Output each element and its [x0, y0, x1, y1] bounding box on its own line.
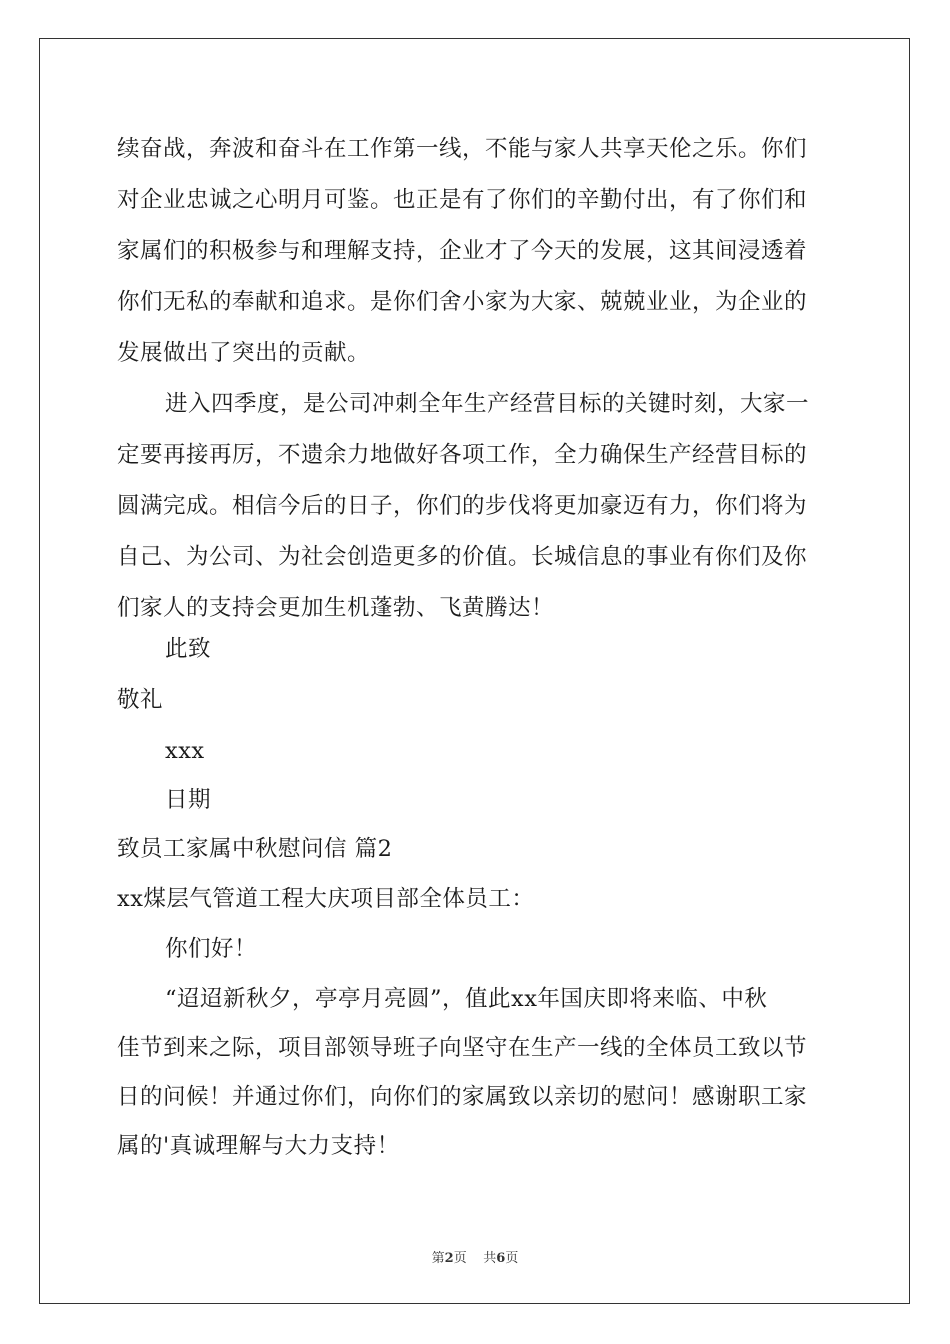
closing-respect: 敬礼 [117, 687, 164, 713]
letter-2-body-line-1: “迢迢新秋夕，亭亭月亮圆”，值此xx年国庆即将来临、中秋 [165, 986, 768, 1012]
paragraph-2-line-5: 们家人的支持会更加生机蓬勃、飞黄腾达！ [117, 595, 555, 621]
letter-2-title: 致员工家属中秋慰问信 篇2 [117, 836, 393, 862]
paragraph-1-line-2: 对企业忠诚之心明月可鉴。也正是有了你们的辛勤付出，有了你们和 [117, 187, 808, 213]
paragraph-2-line-2: 定要再接再厉，不遗余力地做好各项工作，全力确保生产经营目标的 [117, 442, 808, 468]
total-page-count: 6 [496, 1251, 506, 1266]
letter-2-recipient: xx煤层气管道工程大庆项目部全体员工： [117, 886, 535, 912]
paragraph-2-line-4: 自己、为公司、为社会创造更多的价值。长城信息的事业有你们及你 [117, 544, 808, 570]
paragraph-2-line-3: 圆满完成。相信今后的日子，你们的步伐将更加豪迈有力，你们将为 [117, 493, 808, 519]
letter-2-body-line-3: 日的问候！并通过你们，向你们的家属致以亲切的慰问！感谢职工家 [117, 1084, 808, 1110]
paragraph-1-line-3: 家属们的积极参与和理解支持，企业才了今天的发展，这其间浸透着 [117, 238, 808, 264]
page-footer [0, 1247, 950, 1266]
page-border [39, 38, 910, 1304]
paragraph-1-line-5: 发展做出了突出的贡献。 [117, 340, 371, 366]
total-prefix: 共 [483, 1251, 497, 1266]
paragraph-1-line-1: 续奋战，奔波和奋斗在工作第一线，不能与家人共享天伦之乐。你们 [117, 136, 808, 162]
total-suffix: 页 [505, 1251, 519, 1266]
closing-salutation: 此致 [165, 636, 212, 662]
page-suffix: 页 [453, 1251, 467, 1266]
signature: xxx [165, 738, 205, 764]
letter-2-body-line-2: 佳节到来之际，项目部领导班子向坚守在生产一线的全体员工致以节 [117, 1035, 808, 1061]
current-page-number: 2 [444, 1251, 454, 1266]
paragraph-1-line-4: 你们无私的奉献和追求。是你们舍小家为大家、兢兢业业，为企业的 [117, 289, 808, 315]
page-prefix: 第 [431, 1251, 445, 1266]
paragraph-2-line-1: 进入四季度，是公司冲刺全年生产经营目标的关键时刻，大家一 [165, 391, 810, 417]
letter-2-greeting: 你们好！ [165, 936, 258, 962]
letter-2-body-line-4: 属的'真诚理解与大力支持！ [117, 1133, 400, 1159]
date-label: 日期 [165, 787, 212, 813]
